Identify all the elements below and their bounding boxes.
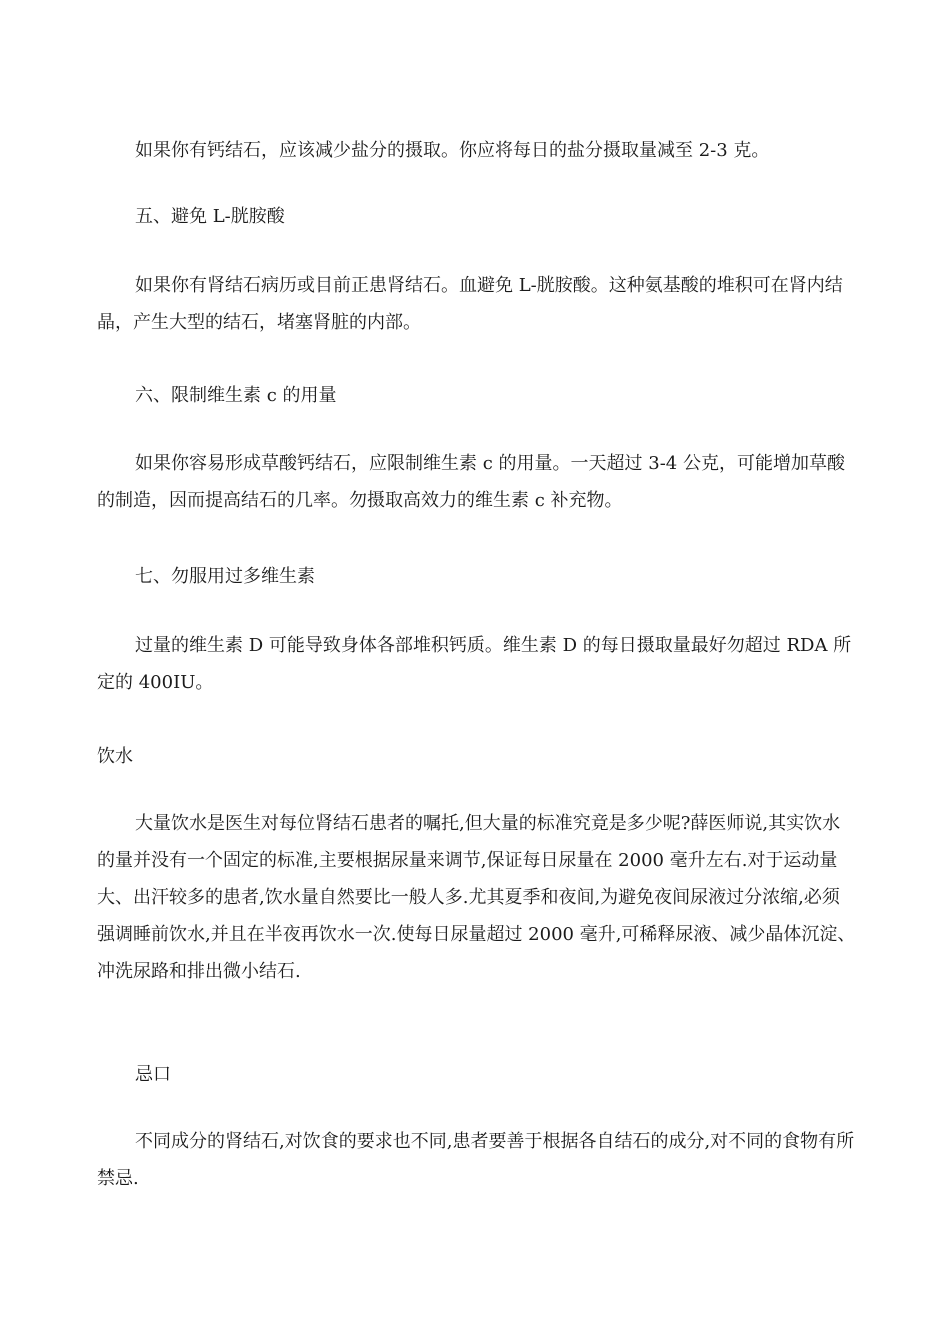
heading-avoid-l-cystine: 五、避免 L-胱胺酸 (135, 206, 285, 227)
paragraph-l-cystine: 如果你有肾结石病历或目前正患肾结石。血避免 L-胱胺酸。这种氨基酸的堆积可在肾内结晶，产生大型的结石，堵塞肾脏的内部。 (97, 275, 843, 333)
paragraph-vitamin-c: 如果你容易形成草酸钙结石，应限制维生素 c 的用量。一天超过 3-4 公克，可能增加草酸的制造，因而提高结石的几率。勿摄取高效力的维生素 c 补充物。 (97, 453, 845, 511)
heading-excess-vitamins: 七、勿服用过多维生素 (135, 566, 315, 587)
paragraph-dietary-restrictions: 不同成分的肾结石,对饮食的要求也不同,患者要善于根据各自结石的成分,对不同的食物有所禁忌. (97, 1131, 855, 1189)
heading-dietary-restrictions: 忌口 (135, 1064, 171, 1085)
section-title-drinking-water: 饮水 (97, 746, 133, 767)
paragraph-vitamin-d: 过量的维生素 D 可能导致身体各部堆积钙质。维生素 D 的每日摄取量最好勿超过 RDA 所定的 400IU。 (97, 635, 852, 693)
paragraph-calcium-salt: 如果你有钙结石，应该减少盐分的摄取。你应将每日的盐分摄取量减至 2-3 克。 (135, 140, 770, 161)
paragraph-drinking-water: 大量饮水是医生对每位肾结石患者的嘱托,但大量的标准究竟是多少呢?薛医师说,其实饮水的量并没有一个固定的标准,主要根据尿量来调节,保证每日尿量在 2000 毫升左右.对于运动量大、出汗较多的患者,饮水量自然要比一般人多.尤其夏季和夜间,为避免夜间尿液过分浓缩,必须强调睡前饮水,并且在半夜再饮水一次.使每日尿量超过 2000 毫升,可稀释尿液、减少晶体沉淀、冲洗尿路和排出微小结石. (97, 813, 856, 982)
heading-limit-vitamin-c: 六、限制维生素 c 的用量 (135, 385, 337, 406)
